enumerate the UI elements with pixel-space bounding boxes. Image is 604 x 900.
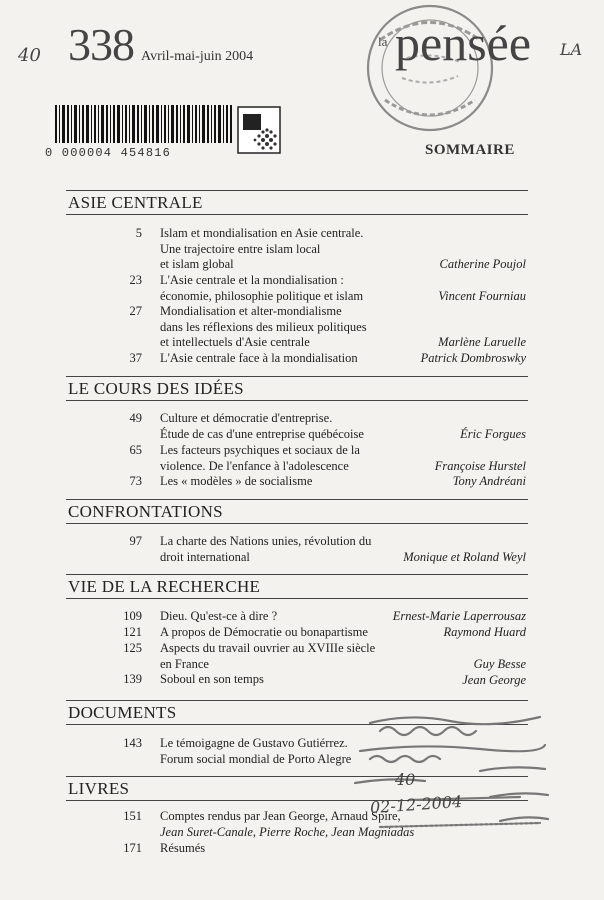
section-title-confrontations: CONFRONTATIONS bbox=[68, 502, 223, 521]
barcode bbox=[55, 105, 233, 145]
toc-page-number: 27 bbox=[129, 304, 142, 318]
toc-page-number: 65 bbox=[129, 443, 142, 457]
toc-page-number: 109 bbox=[123, 609, 142, 623]
section-title-documents: DOCUMENTS bbox=[68, 703, 177, 722]
publisher-logo-icon bbox=[237, 106, 281, 154]
toc-page-number: 121 bbox=[123, 625, 142, 639]
toc-page-number: 37 bbox=[129, 351, 142, 365]
toc-entry-author: Guy Besse bbox=[473, 657, 526, 671]
toc-entry-title: Comptes rendus par Jean George, Arnaud Spire, Jean Suret-Canale, Pierre Roche, Jean Magniadas bbox=[160, 809, 415, 839]
toc-page-number: 5 bbox=[135, 226, 142, 240]
toc-page-number: 97 bbox=[129, 534, 142, 548]
toc-page-number: 139 bbox=[123, 672, 142, 686]
issue-date: Avril-mai-juin 2004 bbox=[141, 49, 254, 64]
toc-page-number: 23 bbox=[129, 273, 142, 287]
toc-entry-title: Les « modèles » de socialisme bbox=[160, 474, 313, 488]
toc-page-number: 143 bbox=[123, 736, 142, 750]
toc-entry-author: Marlène Laruelle bbox=[438, 335, 526, 349]
brand-prefix: la bbox=[378, 34, 388, 49]
margin-mark-right: LA bbox=[560, 40, 583, 59]
toc-entry-author: Catherine Poujol bbox=[439, 257, 526, 271]
toc-entry-title: L'Asie centrale face à la mondialisation bbox=[160, 351, 358, 365]
toc-entry-title: A propos de Démocratie ou bonapartisme bbox=[160, 625, 368, 639]
section-rule bbox=[66, 376, 528, 377]
section-title-asie-centrale: ASIE CENTRALE bbox=[68, 193, 203, 212]
sommaire-heading: SOMMAIRE bbox=[425, 142, 515, 158]
toc-page-number: 151 bbox=[123, 809, 142, 823]
toc-entry-title: Culture et démocratie d'entreprise. Étude de cas d'une entreprise québécoise bbox=[160, 411, 364, 441]
toc-entry-title: Aspects du travail ouvrier au XVIIIe siècle en France bbox=[160, 641, 376, 671]
section-rule bbox=[66, 400, 528, 401]
section-rule bbox=[66, 598, 528, 599]
section-title-vie-de-la-recherche: VIE DE LA RECHERCHE bbox=[68, 577, 261, 596]
issue-number: 338 bbox=[68, 19, 134, 70]
toc-page-number: 171 bbox=[123, 841, 142, 855]
toc-entry-author: Monique et Roland Weyl bbox=[403, 550, 526, 564]
handwritten-registration-date: 02-12-2004 bbox=[369, 791, 463, 818]
toc-entry-author: Éric Forgues bbox=[460, 427, 526, 441]
margin-mark-left: 40 bbox=[18, 45, 41, 66]
section-rule bbox=[66, 574, 528, 575]
barcode-number: 0 000004 454816 bbox=[45, 146, 172, 160]
section-rule bbox=[66, 190, 528, 191]
toc-page-number: 125 bbox=[123, 641, 142, 655]
toc-entry-title: Islam et mondialisation en Asie centrale. Une trajectoire entre islam local et islam global bbox=[160, 226, 364, 271]
toc-entry-title: Dieu. Qu'est-ce à dire ? bbox=[160, 609, 278, 623]
toc-entry-title: L'Asie centrale et la mondialisation : économie, philosophie politique et islam bbox=[160, 273, 364, 303]
toc-entry-author: Tony Andréani bbox=[452, 474, 526, 488]
toc-entry-title: Résumés bbox=[160, 841, 206, 855]
toc-entry-author: Jean George bbox=[462, 673, 526, 687]
section-title-le-cours-des-idees: LE COURS DES IDÉES bbox=[68, 379, 244, 398]
toc-entry-title: Le témoigagne de Gustavo Gutiérrez. Forum social mondial de Porto Alegre bbox=[160, 736, 352, 766]
toc-entry-author: Vincent Fourniau bbox=[438, 289, 526, 303]
toc-entry-title: Soboul en son temps bbox=[160, 672, 264, 686]
toc-page-number: 49 bbox=[129, 411, 142, 425]
toc-entry-author: Françoise Hurstel bbox=[434, 459, 526, 473]
section-rule bbox=[66, 523, 528, 524]
handwritten-registration-number: 40 bbox=[395, 770, 416, 789]
brand-name: pensée bbox=[395, 15, 532, 71]
section-rule bbox=[66, 499, 528, 500]
section-title-livres: LIVRES bbox=[68, 779, 130, 798]
toc-entry-author: Raymond Huard bbox=[443, 625, 526, 639]
toc-entry-author: Ernest-Marie Laperrousaz bbox=[392, 609, 526, 623]
section-rule bbox=[66, 700, 528, 701]
toc-page-number: 73 bbox=[129, 474, 142, 488]
section-rule bbox=[66, 214, 528, 215]
toc-entry-author: Patrick Dombroswky bbox=[420, 351, 526, 365]
toc-entry-title: Mondialisation et alter-mondialisme dans les réflexions des milieux politiques et intellectuels d'Asie centrale bbox=[160, 304, 367, 349]
toc-entry-title: La charte des Nations unies, révolution du droit international bbox=[160, 534, 372, 564]
toc-entry-title: Les facteurs psychiques et sociaux de la violence. De l'enfance à l'adolescence bbox=[160, 443, 360, 473]
